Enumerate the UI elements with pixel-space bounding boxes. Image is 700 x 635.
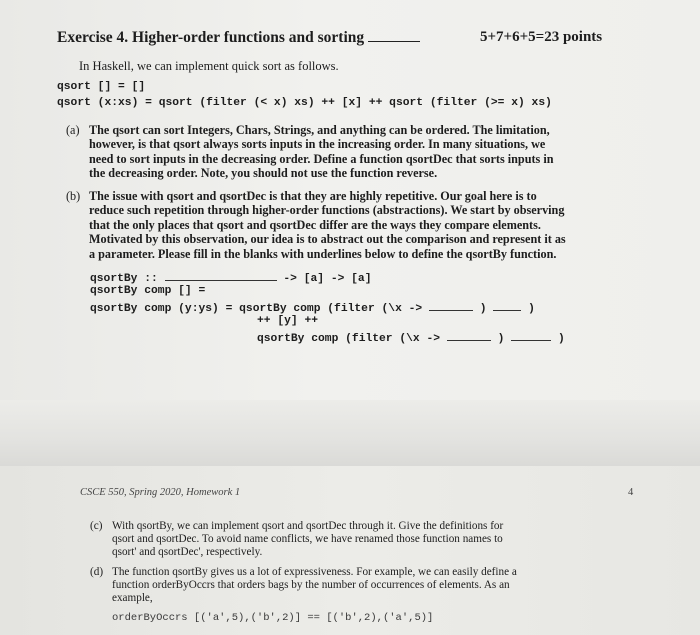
blank-list-1[interactable] [493,300,521,311]
part-d-text [112,566,517,605]
part-a-line: however, is that qsort always sorts inputs in the increasing order. In many situations, we [89,137,546,152]
title-rule [368,41,420,42]
code-line-1: qsort [] = [] [57,81,146,93]
page-number: 4 [628,487,634,498]
paren-close: ) [497,333,505,345]
blank-type[interactable] [165,270,277,281]
paren-close: ) [557,333,565,345]
part-c-line: qsort' and qsortDec', respectively. [112,546,263,558]
part-b-text [89,189,566,261]
exercise-title [57,29,420,47]
exercise-points: 5+7+6+5=23 points [480,29,603,45]
intro-text: In Haskell, we can implement quick sort as follows. [79,59,339,73]
paren-close: ) [528,303,535,315]
part-b-line: that the only places that qsort and qsortDec differ are the ways they compare elements. [89,217,541,232]
qsortby-second-call [257,330,565,345]
page-gap [0,400,700,466]
code-line-2: qsort (x:xs) = qsort (filter (< x) xs) ++ [x] ++ qsort (filter (>= x) xs) [57,97,552,109]
qsortby-base-case [90,285,205,297]
part-b-line: The issue with qsort and qsortDec is that they are highly repetitive. Our goal here is to [89,189,537,203]
signature-suffix: -> [a] -> [a] [283,273,372,285]
part-a-text [89,123,554,181]
part-c-label: (c) [90,520,103,532]
base-case-text: qsortBy comp [] = [90,285,206,297]
qsortby-signature [90,270,372,285]
footer-course: CSCE 550, Spring 2020, Homework 1 [80,487,241,498]
exercise-title-text: Exercise 4. Higher-order functions and sorting [57,29,365,46]
part-b-label: (b) [66,189,81,203]
part-d-line: The function qsortBy gives us a lot of expressiveness. For example, we can easily define a [112,566,517,578]
part-a-line: the decreasing order. Note, you should not use the function reverse. [89,166,438,181]
paren-close: ) [479,303,487,315]
part-a-line: The qsort can sort Integers, Chars, Strings, and anything can be ordered. The limitation, [89,123,550,137]
qsortby-recursive-case [90,300,535,315]
blank-compare-2[interactable] [447,330,491,341]
recursive-case-text: qsortBy comp (y:ys) = qsortBy comp (filter (\x -> [90,303,423,315]
part-d-line: example, [112,592,153,604]
qsortby-append: ++ [y] ++ [257,315,319,327]
part-a-line: need to sort inputs in the decreasing order. Define a function qsortDec that sorts inputs in [89,151,554,166]
part-c-line: With qsortBy, we can implement qsort and qsortDec through it. Give the definitions for [112,520,504,532]
part-d-line: function orderByOccrs that orders bags by the number of occurrences of elements. As an [112,579,510,591]
part-c-text [112,520,503,559]
blank-list-2[interactable] [511,330,551,341]
signature-prefix: qsortBy :: [90,273,158,285]
part-c-line: qsort and qsortDec. To avoid name conflicts, we have renamed those function names to [112,533,503,545]
part-d-example: orderByOccrs [('a',5),('b',2)] == [('b',2),('a',5)] [112,612,434,624]
second-call-text: qsortBy comp (filter (\x -> [257,333,441,345]
part-b-line: a parameter. Please fill in the blanks with underlines below to define the qsortBy function. [89,246,557,261]
part-b-line: Motivated by this observation, our idea is to abstract out the comparison and represent it as [89,232,566,247]
part-b-line: reduce such repetition through higher-order functions (abstractions). We start by observing [89,203,565,218]
blank-compare-1[interactable] [429,300,473,311]
part-a-label: (a) [66,123,80,137]
part-d-label: (d) [90,566,104,578]
